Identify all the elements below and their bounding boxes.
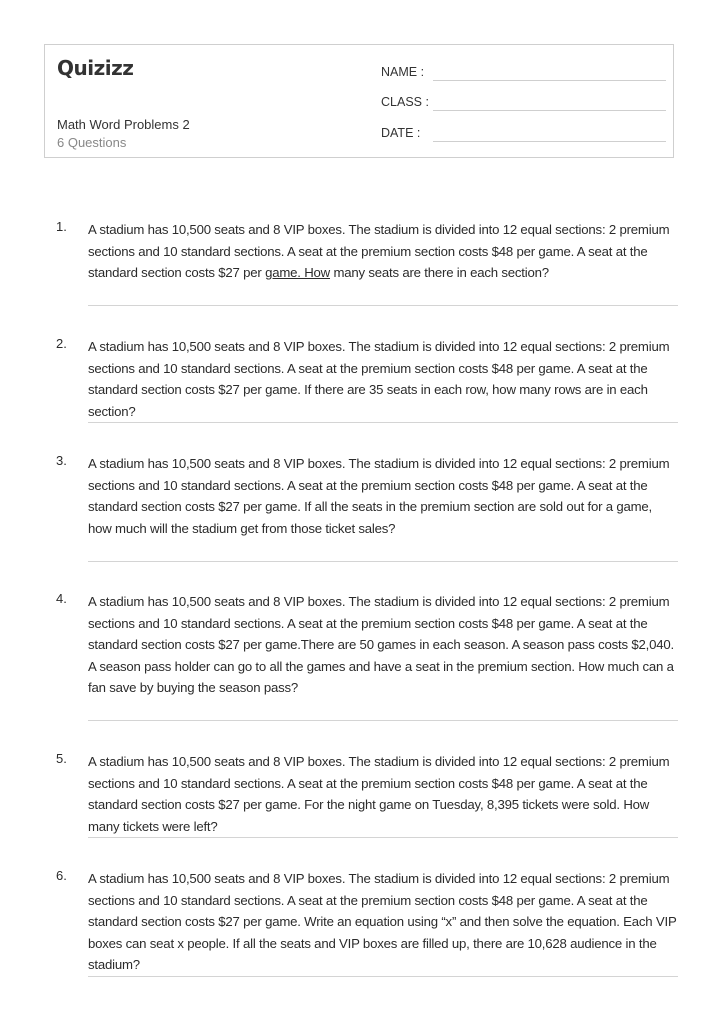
question-number: 5.	[56, 751, 67, 766]
question-number: 4.	[56, 591, 67, 606]
question-text: A stadium has 10,500 seats and 8 VIP boxes. The stadium is divided into 12 equal sections: 2 premium sections and 10 standard sections. A seat at the premium section costs $48 per game. A seat at the standard section costs $27 per game. If there are 35 seats in each row, how many rows are in each section?	[88, 339, 670, 419]
class-label: CLASS :	[381, 95, 429, 109]
worksheet-header	[44, 44, 674, 158]
class-line	[433, 110, 666, 111]
question-text: A stadium has 10,500 seats and 8 VIP boxes. The stadium is divided into 12 equal sections: 2 premium sections and 10 standard sections. A seat at the premium section costs $48 per game. A seat at the standard section costs $27 per game. If all the seats in the premium section are sold out for a game, how much will the stadium get from those ticket sales?	[88, 456, 670, 536]
worksheet-title: Math Word Problems 2	[57, 117, 190, 132]
answer-line	[88, 561, 678, 562]
question-text-part: A stadium has 10,500 seats and 8 VIP boxes. The stadium is divided into 12 equal sections: 2 premium sections and 10 standard sections. A seat at the premium section costs $48 per game. A seat at the standard section costs $27 per	[88, 222, 670, 280]
name-field[interactable]	[381, 61, 666, 81]
quizizz-logo: Quizizz	[57, 56, 134, 80]
question-text: A stadium has 10,500 seats and 8 VIP boxes. The stadium is divided into 12 equal sections: 2 premium sections and 10 standard sections. A seat at the premium section costs $48 per game. A seat at the standard section costs $27 per game. Write an equation using “x” and then solve the equation. Each VIP boxes can seat x people. If all the seats and VIP boxes are filled up, there are 10,628 audience in the stadium?	[88, 871, 677, 972]
answer-line	[88, 837, 678, 838]
date-field[interactable]	[381, 122, 666, 142]
answer-line	[88, 976, 678, 977]
answer-line	[88, 305, 678, 306]
question-number: 6.	[56, 868, 67, 883]
question-number: 3.	[56, 453, 67, 468]
question-number: 2.	[56, 336, 67, 351]
date-label: DATE :	[381, 126, 421, 140]
class-field[interactable]	[381, 91, 666, 111]
name-label: NAME :	[381, 65, 425, 79]
question-text: A stadium has 10,500 seats and 8 VIP boxes. The stadium is divided into 12 equal sections: 2 premium sections and 10 standard sections. A seat at the premium section costs $48 per game. A seat at the standard section costs $27 per game.There are 50 games in each season. A season pass costs $2,040. A season pass holder can go to all the games and have a seat in the premium section. How much can a fan save by buying the season pass?	[88, 594, 674, 695]
date-line	[433, 141, 666, 142]
answer-line	[88, 422, 678, 423]
question-count: 6 Questions	[57, 135, 127, 150]
name-line	[433, 80, 666, 81]
question-text: A stadium has 10,500 seats and 8 VIP boxes. The stadium is divided into 12 equal sections: 2 premium sections and 10 standard sections. A seat at the premium section costs $48 per game. A seat at the standard section costs $27 per game. For the night game on Tuesday, 8,395 tickets were sold. How many tickets were left?	[88, 754, 670, 834]
answer-line	[88, 720, 678, 721]
question-text	[88, 219, 678, 284]
question-number: 1.	[56, 219, 67, 234]
underlined-text: game. How	[265, 265, 330, 280]
question-text-part: many seats are there in each section?	[329, 265, 549, 280]
